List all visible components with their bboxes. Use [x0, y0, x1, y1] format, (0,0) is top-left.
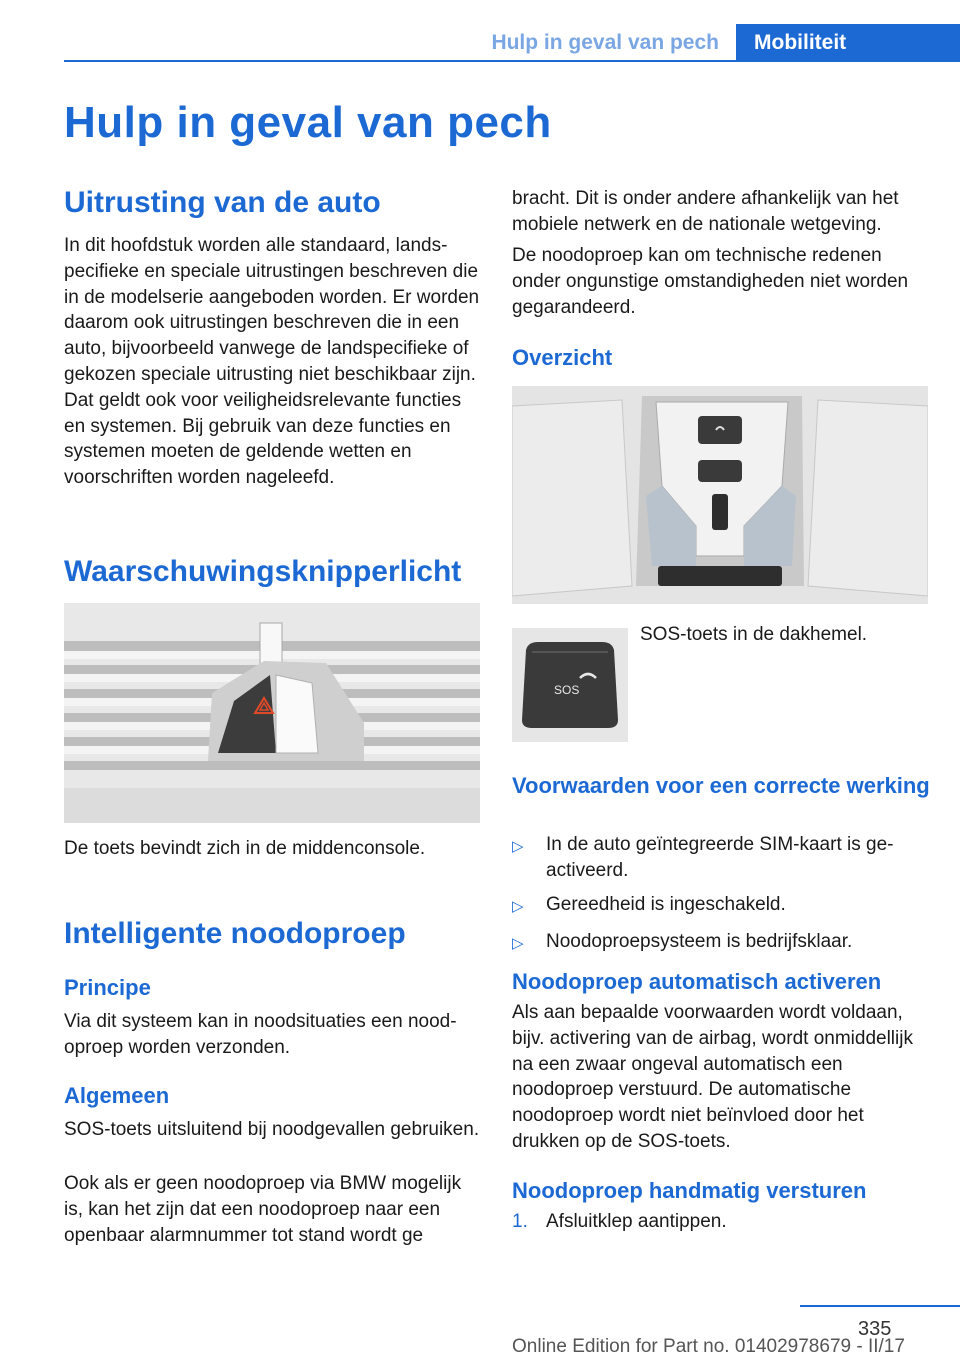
list-item: ▷ Gereedheid is ingeschakeld.: [512, 892, 932, 918]
page-number: 335: [858, 1318, 892, 1340]
sos-button-image: [512, 628, 628, 742]
auto-activation-text: Als aan bepaalde voorwaarden wordt voldaan, bijv. activering van de airbag, wordt onmiddellijk na een zwaar ongeval automatisch een noodoproep verstuurd. De automatische noodoproep wordt niet beïnvloed door het drukken op de SOS-toets.: [512, 1002, 913, 1152]
sos-caption: SOS-toets in de dakhemel.: [640, 624, 868, 645]
bullet-triangle-icon: ▷: [512, 935, 524, 953]
heading-principle: Principe: [64, 975, 151, 1000]
roof-console-image: [512, 386, 928, 604]
step-number: 1.: [512, 1211, 528, 1232]
manual-steps-list: [512, 1209, 932, 1243]
header-rule: [64, 60, 960, 62]
heading-equipment: Uitrusting van de auto: [64, 186, 381, 219]
list-item: ▷ Noodoproepsysteem is bedrijfsklaar.: [512, 929, 932, 955]
hazard-caption: De toets bevindt zich in de middenconsole.: [64, 838, 426, 859]
general-text-1: SOS-toets uitsluitend bij noodgevallen gebruiken.: [64, 1119, 480, 1140]
equipment-text: In dit hoofdstuk worden alle standaard, landspecifieke en speciale uitrustingen beschreven die in de modelserie aangeboden worden. Er worden daarom ook uitrustingen beschreven die in een auto, bijvoorbeeld vanwege de landspecifieke of gekozen speciale uitrusting niet beschikbaar zijn. Dat geldt ook voor veiligheidsrelevante functies en systemen. Bij gebruik van deze functies en systemen moeten de geldende wetten en voorschriften worden nageleefd.: [64, 235, 480, 489]
continued-text-2: De noodoproep kan om technische redenen onder ongunstige omstandigheden niet worden gegarandeerd.: [512, 245, 909, 318]
list-item: 1. Afsluitklep aantippen.: [512, 1209, 932, 1235]
heading-conditions: Voorwaarden voor een correcte werking: [512, 773, 930, 798]
footer-rule: [800, 1305, 960, 1307]
edition-footer: Online Edition for Part no. 01402978679 - II/17: [512, 1336, 905, 1357]
header-section-title: Hulp in geval van pech: [491, 31, 719, 54]
list-item: ▷ In de auto geïntegreerde SIM-kaart is geactiveerd.: [512, 834, 894, 881]
principle-text: Via dit systeem kan in noodsituaties een noodoproep worden verzonden.: [64, 1011, 457, 1058]
heading-general: Algemeen: [64, 1083, 170, 1108]
heading-overview: Overzicht: [512, 345, 613, 370]
header-chapter-tab[interactable]: Mobiliteit: [736, 24, 960, 62]
conditions-list: [512, 832, 932, 963]
bullet-triangle-icon: ▷: [512, 897, 524, 915]
heading-manual-send: Noodoproep handmatig versturen: [512, 1178, 867, 1203]
sos-label: SOS: [554, 683, 580, 697]
continued-text-1: bracht. Dit is onder andere afhankelijk van het mobiele netwerk en de nationale wetgeving.: [512, 188, 899, 235]
heading-auto-activation: Noodoproep automatisch activeren: [512, 969, 882, 994]
hazard-button-image: [64, 603, 480, 823]
heading-emergency-call: Intelligente noodoproep: [64, 917, 406, 950]
general-text-2: Ook als er geen noodoproep via BMW mogelijk is, kan het zijn dat een noodoproep naar een openbaar alarmnummer tot stand wordt ge: [64, 1173, 462, 1246]
bullet-triangle-icon: ▷: [512, 838, 524, 855]
page-title: Hulp in geval van pech: [64, 98, 552, 147]
heading-hazard-lights: Waarschuwingsknipperlicht: [64, 555, 462, 588]
